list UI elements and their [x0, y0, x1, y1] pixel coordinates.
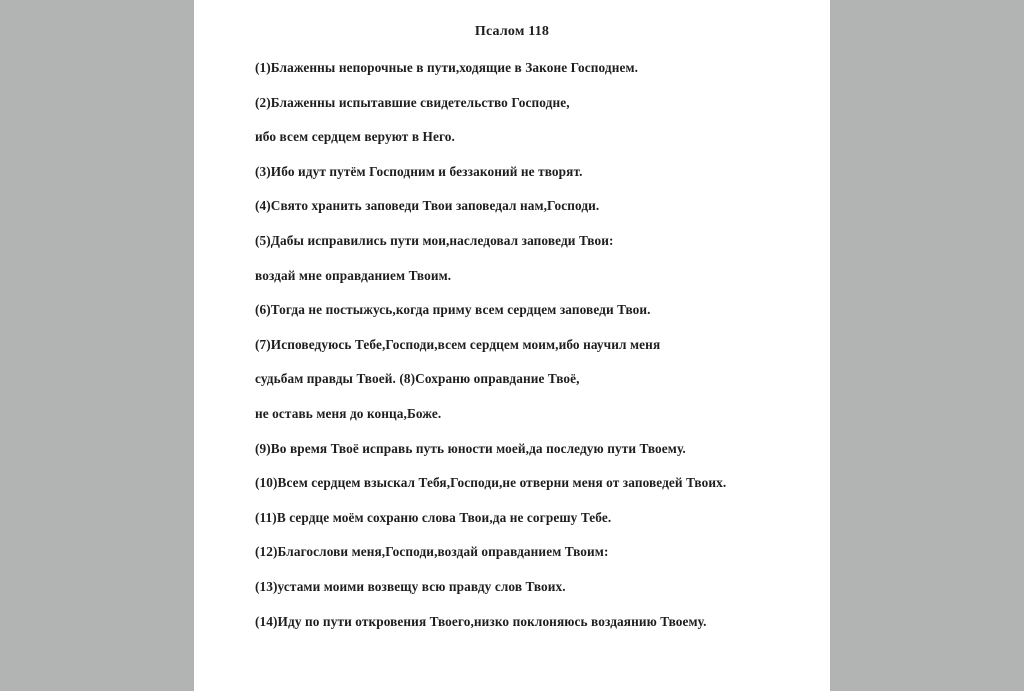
text-line: (4)Свято хранить заповеди Твои заповедал нам,Господи. — [255, 198, 600, 214]
text-line: (14)Иду по пути откровения Твоего,низко поклоняюсь воздаянию Твоему. — [255, 613, 707, 629]
text-line: (7)Исповедуюсь Тебе,Господи,всем сердцем моим,ибо научил меня — [255, 336, 661, 352]
text-line: не оставь меня до конца,Боже. — [255, 405, 442, 421]
document-page — [194, 0, 830, 691]
right-margin — [830, 0, 1024, 691]
text-line: (10)Всем сердцем взыскал Тебя,Господи,не отверни меня от заповедей Твоих. — [255, 475, 727, 491]
text-body — [255, 58, 825, 646]
text-line: (3)Ибо идут путём Господним и беззаконий не творят. — [255, 163, 583, 179]
text-line: (1)Блаженны непорочные в пути,ходящие в Законе Господнем. — [255, 60, 639, 75]
text-line: (12)Благослови меня,Господи,воздай оправданием Твоим: — [255, 544, 609, 560]
text-line: (5)Дабы исправились пути мои,наследовал заповеди Твои: — [255, 232, 614, 248]
text-line: (9)Во время Твоё исправь путь юности моей,да последую пути Твоему. — [255, 440, 686, 456]
text-line: (6)Тогда не постыжусь,когда приму всем сердцем заповеди Твои. — [255, 302, 651, 318]
text-line: воздай мне оправданием Твоим. — [255, 267, 452, 283]
page-title: Псалом 118 — [474, 24, 550, 39]
text-line: (13)устами моими возвещу всю правду слов Твоих. — [255, 578, 566, 594]
left-margin — [0, 0, 194, 691]
text-line: ибо всем сердцем веруют в Него. — [255, 129, 455, 145]
text-line: судьбам правды Твоей. (8)Сохраню оправдание Твоё, — [255, 371, 580, 387]
text-line: (11)В сердце моём сохраню слова Твои,да не согрешу Тебе. — [255, 509, 612, 525]
text-line: (2)Блаженны испытавшие свидетельство Господне, — [255, 94, 570, 110]
